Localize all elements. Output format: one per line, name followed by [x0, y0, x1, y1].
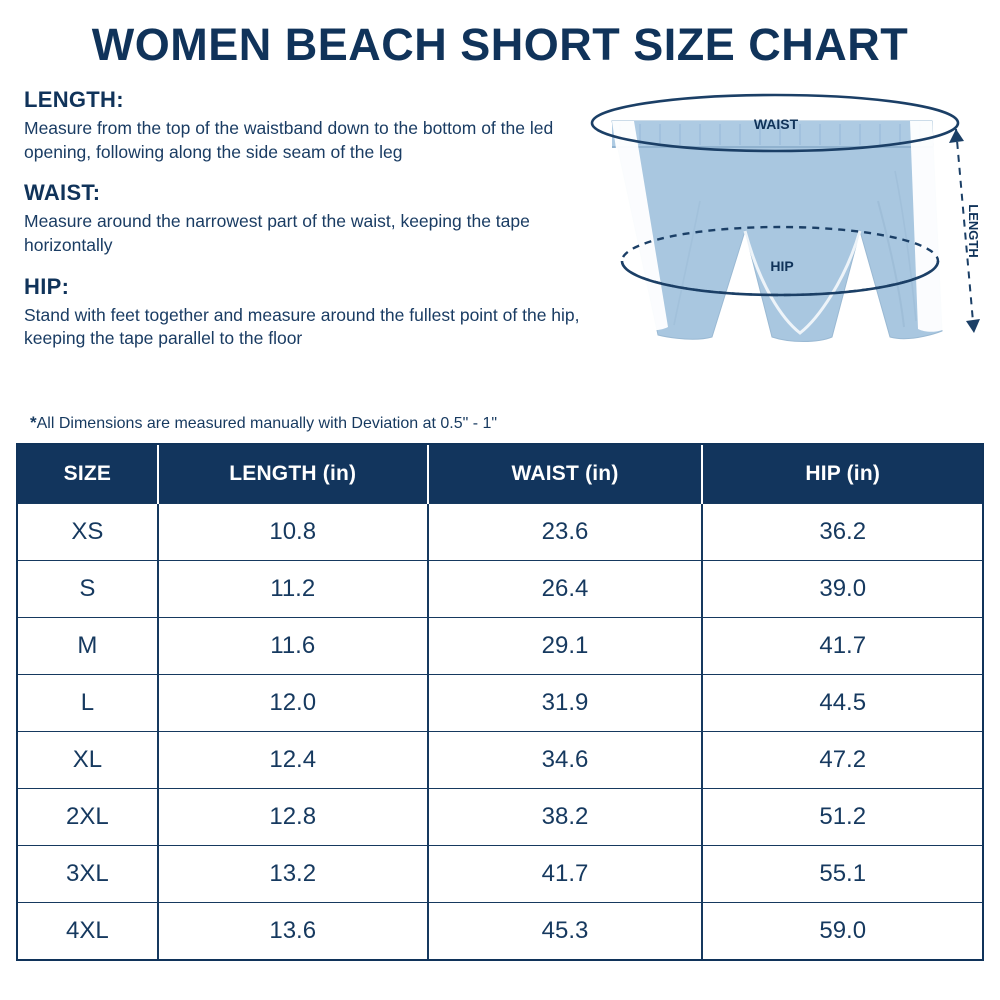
- column-header-waist: WAIST (in): [428, 445, 703, 504]
- cell-hip: 36.2: [702, 504, 982, 561]
- shorts-illustration: [560, 81, 990, 391]
- table-row: [18, 504, 982, 561]
- size-table: [18, 445, 982, 959]
- cell-waist: 29.1: [428, 618, 703, 675]
- cell-size: S: [18, 561, 158, 618]
- length-measure-arrow: [949, 129, 981, 333]
- table-row: [18, 789, 982, 846]
- instruction-waist: [24, 180, 604, 257]
- column-header-size: SIZE: [18, 445, 158, 504]
- cell-size: 4XL: [18, 903, 158, 960]
- size-table-wrapper: [16, 443, 984, 961]
- cell-size: L: [18, 675, 158, 732]
- waist-label: WAIST: [753, 116, 799, 132]
- cell-hip: 59.0: [702, 903, 982, 960]
- page-title: WOMEN BEACH SHORT SIZE CHART: [91, 19, 909, 70]
- measuring-instructions: [24, 87, 604, 367]
- cell-waist: 45.3: [428, 903, 703, 960]
- cell-length: 13.6: [158, 903, 428, 960]
- hip-label: HIP: [770, 258, 794, 274]
- cell-length: 10.8: [158, 504, 428, 561]
- cell-hip: 47.2: [702, 732, 982, 789]
- table-row: [18, 846, 982, 903]
- cell-size: M: [18, 618, 158, 675]
- table-row: [18, 561, 982, 618]
- table-row: [18, 618, 982, 675]
- content-area: [0, 87, 1000, 407]
- instruction-hip-text: Stand with feet together and measure around the fullest point of the hip, keeping the tape parallel to the floor: [24, 304, 580, 349]
- instruction-waist-text: Measure around the narrowest part of the waist, keeping the tape horizontally: [24, 211, 530, 255]
- table-row: [18, 675, 982, 732]
- cell-length: 13.2: [158, 846, 428, 903]
- cell-length: 12.4: [158, 732, 428, 789]
- note-marker: *: [30, 413, 37, 432]
- cell-waist: 31.9: [428, 675, 703, 732]
- cell-waist: 34.6: [428, 732, 703, 789]
- cell-hip: 51.2: [702, 789, 982, 846]
- instruction-waist-heading: WAIST:: [24, 180, 101, 206]
- cell-hip: 55.1: [702, 846, 982, 903]
- cell-length: 12.0: [158, 675, 428, 732]
- cell-length: 11.2: [158, 561, 428, 618]
- note-text: All Dimensions are measured manually with Deviation at 0.5" - 1": [36, 415, 498, 432]
- cell-size: XL: [18, 732, 158, 789]
- cell-hip: 44.5: [702, 675, 982, 732]
- length-label: LENGTH: [966, 204, 981, 258]
- deviation-note: [30, 413, 1000, 433]
- cell-length: 12.8: [158, 789, 428, 846]
- instruction-hip: [24, 274, 604, 351]
- cell-size: 3XL: [18, 846, 158, 903]
- table-header-row: [18, 445, 982, 504]
- column-header-hip: HIP (in): [702, 445, 982, 504]
- cell-hip: 41.7: [702, 618, 982, 675]
- cell-waist: 23.6: [428, 504, 703, 561]
- instruction-length-heading: LENGTH:: [24, 87, 124, 112]
- cell-waist: 41.7: [428, 846, 703, 903]
- column-header-length: LENGTH (in): [158, 445, 428, 504]
- cell-hip: 39.0: [702, 561, 982, 618]
- instruction-hip-heading: HIP:: [24, 273, 70, 299]
- instruction-length: [24, 87, 604, 164]
- cell-waist: 26.4: [428, 561, 703, 618]
- cell-length: 11.6: [158, 618, 428, 675]
- cell-size: 2XL: [18, 789, 158, 846]
- table-row: [18, 732, 982, 789]
- instruction-length-text: Measure from the top of the waistband down to the bottom of the led opening, following along the side seam of the leg: [24, 118, 554, 162]
- shorts-garment: [612, 121, 948, 342]
- cell-size: XS: [18, 504, 158, 561]
- cell-waist: 38.2: [428, 789, 703, 846]
- table-row: [18, 903, 982, 960]
